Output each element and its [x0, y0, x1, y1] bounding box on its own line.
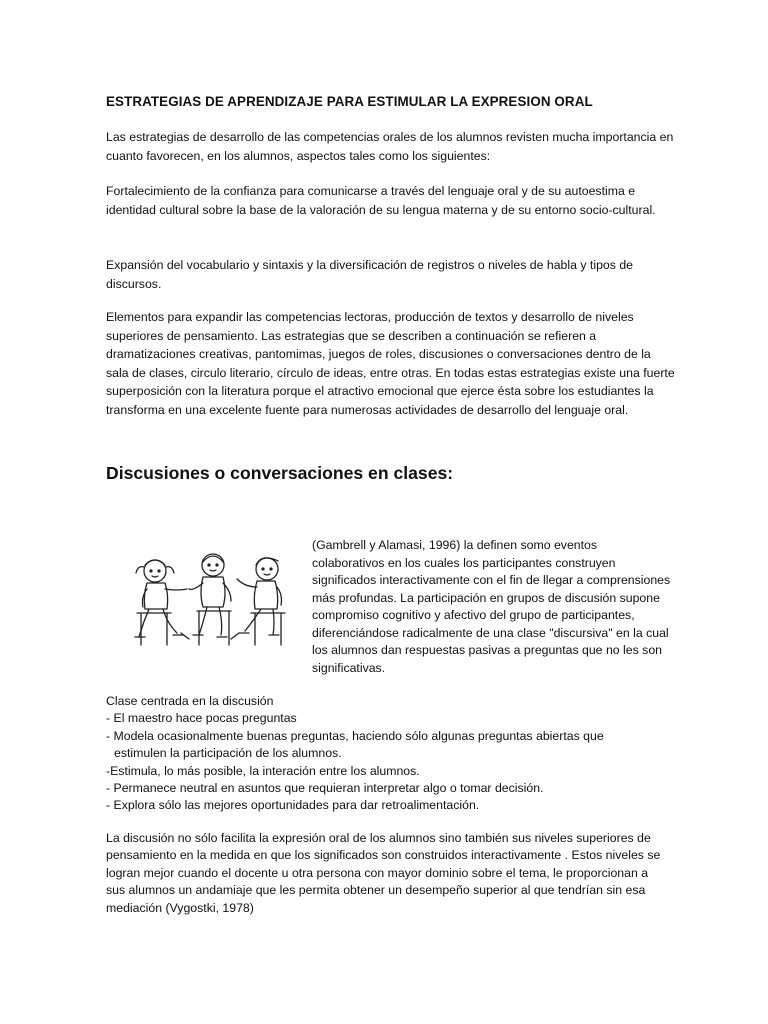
final-paragraph: La discusión no sólo facilita la expresión oral de los alumnos sino también sus niveles superiores de pensamiento en la medida en que los significados son construidos interactivamente . Estos niveles se logran mejor cuando el docente u otra persona con mayor dominio sobre el tema, le proporcionan a sus alumnos un andamiaje que les permita obtener un desempeño superior al que tendrían sin esa mediación (Vygostki, 1978)	[106, 831, 661, 915]
list-item: - Permanece neutral en asuntos que requieran interpretar algo o tomar decisión.	[106, 781, 544, 796]
section-heading: Discusiones o conversaciones en clases:	[106, 463, 454, 483]
list-item: - Modela ocasionalmente buenas preguntas, haciendo sólo algunas preguntas abiertas que	[106, 728, 604, 743]
elements-paragraph: Elementos para expandir las competencias lectoras, producción de textos y desarrollo de niveles superiores de pensamiento. Las estrategias que se describen a continuación se refieren a dramatizaciones creativas, pantomimas, juegos de roles, discusiones o conversaciones dentro de la sala de clases, circulo literario, círculo de ideas, entre otras. En todas estas estrategias existe una fuerte superposición con la literatura porque el atractivo emocional que ejerce ésta sobre los estudiantes la transforma en una excelente fuente para numerosas actividades de desarrollo del lenguaje oral.	[106, 310, 675, 417]
children-discussion-illustration	[127, 543, 297, 657]
document-title: ESTRATEGIAS DE APRENDIZAJE PARA ESTIMULAR LA EXPRESION ORAL	[106, 94, 593, 109]
list-item: -Estimula, lo más posible, la interación entre los alumnos.	[106, 763, 420, 778]
intro-paragraph: Las estrategias de desarrollo de las competencias orales de los alumnos revisten mucha importancia en cuanto favorecen, en los alumnos, aspectos tales como los siguientes:	[106, 130, 674, 163]
child-left-figure	[135, 560, 187, 645]
confidence-paragraph: Fortalecimiento de la confianza para comunicarse a través del lenguaje oral y de su autoestima e identidad cultural sobre la base de la valoración de su lengua materna y de su entorno socio-cultural.	[106, 184, 656, 217]
child-middle-figure	[181, 554, 239, 645]
list-item: - Explora sólo las mejores oportunidades para dar retroalimentación.	[106, 798, 480, 813]
gambrell-paragraph: (Gambrell y Alamasi, 1996) la definen somo eventos colaborativos en los cuales los participantes construyen significados interactivamente con el fin de llegar a comprensiones más profundas. La participación en grupos de discusión supone compromiso cognitivo y afectivo del grupo de participantes, diferenciándose radicalmente de una clase "discursiva" en la cual los alumnos dan respuestas pasivas a preguntas que no les son significativas.	[312, 538, 671, 675]
vocabulary-paragraph: Expansión del vocabulario y sintaxis y la diversificación de registros o niveles de habla y tipos de discursos.	[106, 258, 634, 291]
list-item: estimulen la participación de los alumnos.	[114, 746, 342, 761]
child-right-figure	[237, 558, 285, 645]
list-item: - El maestro hace pocas preguntas	[106, 711, 297, 726]
discussion-list	[106, 693, 666, 815]
list-title: Clase centrada en la discusión	[106, 694, 274, 708]
